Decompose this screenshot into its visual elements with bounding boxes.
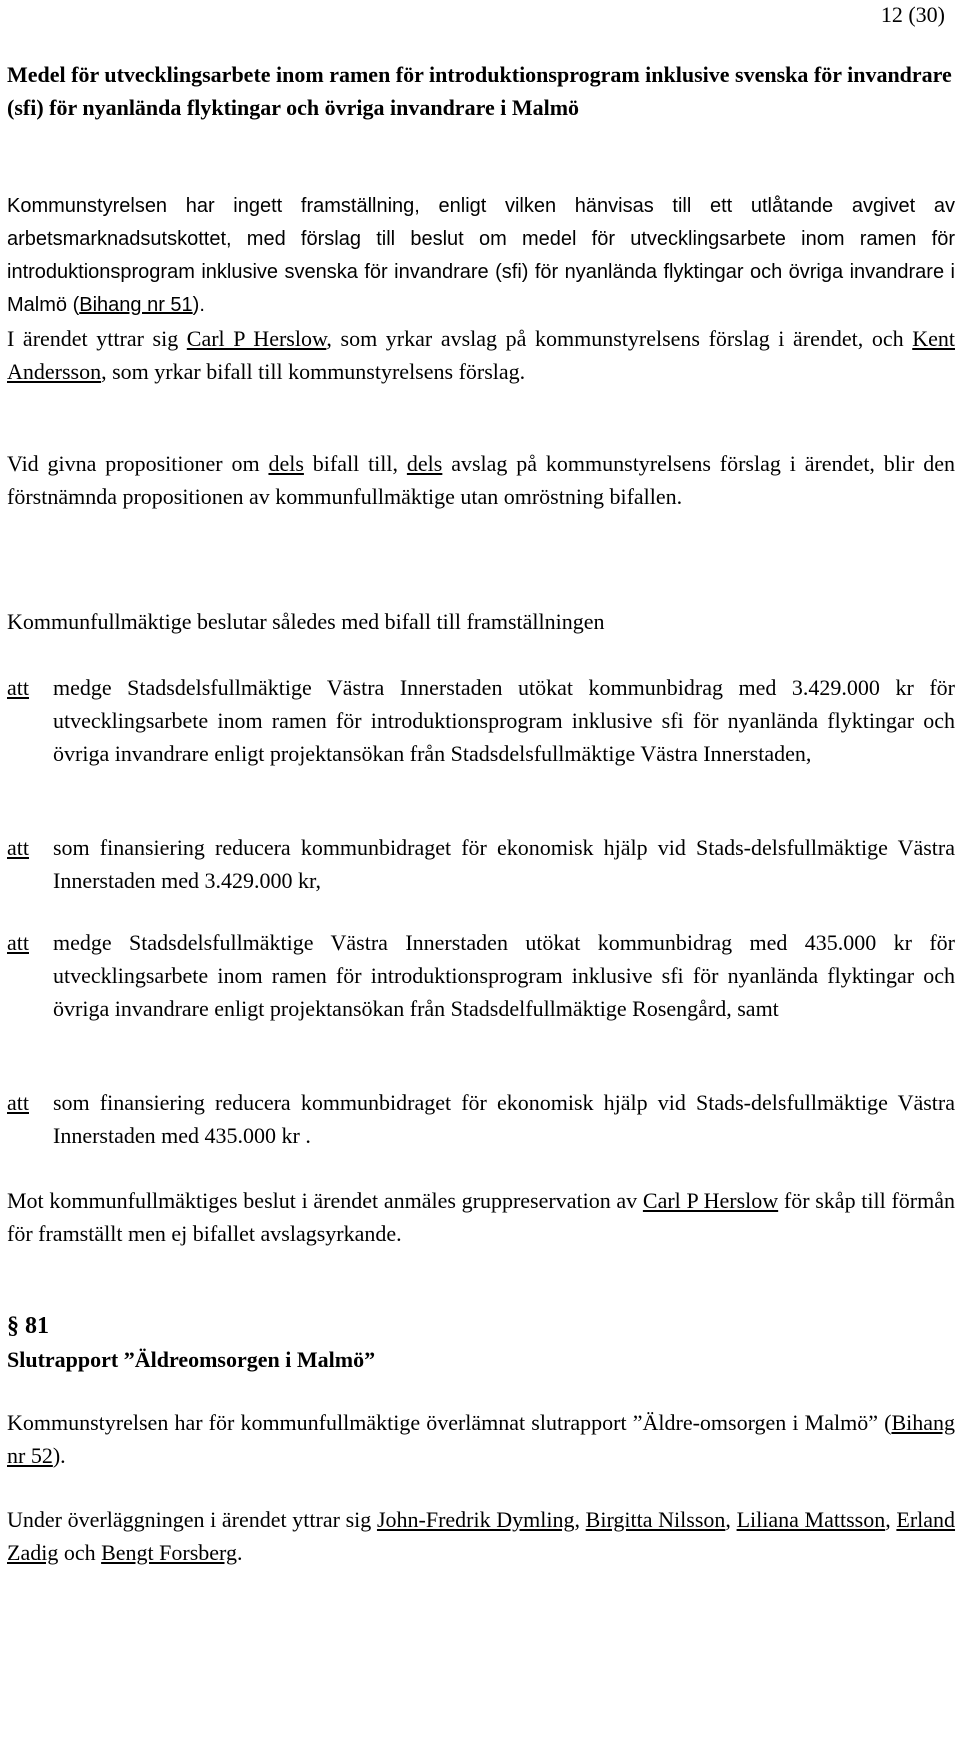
- att-label: att: [7, 835, 29, 860]
- att-clause: [7, 671, 955, 770]
- vote-text-1: Vid givna propositioner om: [7, 451, 269, 476]
- speaker-link[interactable]: John-Fredrik Dymling: [376, 1507, 575, 1532]
- debate-text-2: , som yrkar avslag på kommunstyrelsens förslag i ärendet, och: [326, 326, 913, 351]
- vote-text-3: avslag på kommunstyrelsens förslag i ärendet, blir den förstnämnda propositionen av kommunfullmäktige utan omröstning bifallen.: [7, 451, 955, 509]
- section-81-debate-text: Under överläggningen i ärendet yttrar sig: [7, 1507, 377, 1532]
- att-clause: [7, 926, 955, 1025]
- separator: ,: [885, 1507, 897, 1532]
- speaker-link[interactable]: Kent Andersson: [7, 326, 955, 384]
- vote-paragraph: [7, 447, 955, 513]
- att-clause: [7, 831, 955, 897]
- att-label: att: [7, 930, 29, 955]
- debate-paragraph: [7, 322, 955, 388]
- section-number: § 81: [7, 1313, 49, 1339]
- separator: .: [236, 1540, 243, 1565]
- speaker-link[interactable]: Liliana Mattsson: [736, 1507, 886, 1532]
- att-clause-text: medge Stadsdelsfullmäktige Västra Innerstaden utökat kommunbidrag med 435.000 kr för utvecklingsarbete inom ramen för introduktionsprogram inklusive sfi för nyanlända flyktingar och övriga invandrare enligt projektansökan från Stadsdelfullmäktige Rosengård, samt: [53, 930, 955, 1021]
- att-label: att: [7, 675, 29, 700]
- att-label: att: [7, 1090, 29, 1115]
- intro-paragraph: [7, 190, 955, 322]
- section-81-paragraph: [7, 1406, 955, 1472]
- debate-text-3: , som yrkar bifall till kommunstyrelsens förslag.: [101, 359, 526, 384]
- section-81: [7, 1310, 955, 1376]
- bihang-reference-link[interactable]: Bihang nr 52: [7, 1410, 955, 1468]
- section-81-debate: [7, 1503, 955, 1569]
- page-number: 12 (30): [880, 2, 945, 27]
- intro-text: Kommunstyrelsen har ingett framställning, enligt vilken hänvisas till ett utlåtande avgivet av arbetsmarknadsutskottet, med förslag till beslut om medel för utvecklingsarbete inom ramen för introduktionsprogram inklusive svenska för invandrare (sfi) för nyanlända flyktingar och övriga invandrare i Malmö (: [7, 195, 955, 316]
- section-81-text-end: ).: [52, 1443, 66, 1468]
- reservation-text-1: Mot kommunfullmäktiges beslut i ärendet anmäles gruppreservation av: [7, 1188, 643, 1213]
- separator: och: [58, 1540, 102, 1565]
- separator: ,: [574, 1507, 586, 1532]
- dels-emphasis: dels: [268, 451, 304, 476]
- item-title: [7, 58, 955, 124]
- speaker-link[interactable]: Bengt Forsberg: [101, 1540, 237, 1565]
- separator: ,: [725, 1507, 737, 1532]
- bihang-reference-link[interactable]: Bihang nr 51: [79, 294, 193, 316]
- item-title-text: Medel för utvecklingsarbete inom ramen för introduktionsprogram inklusive svenska för invandrare (sfi) för nyanlända flyktingar och övriga invandrare i Malmö: [7, 62, 952, 120]
- dels-emphasis: dels: [406, 451, 443, 476]
- reservation-paragraph: [7, 1184, 955, 1250]
- debate-text-1: I ärendet yttrar sig: [7, 326, 187, 351]
- intro-end: ).: [192, 294, 205, 316]
- speaker-link[interactable]: Birgitta Nilsson: [585, 1507, 726, 1532]
- speaker-link[interactable]: Carl P Herslow: [186, 326, 327, 351]
- att-clause-text: som finansiering reducera kommunbidraget för ekonomisk hjälp vid Stads-delsfullmäktige Västra Innerstaden med 3.429.000 kr,: [53, 835, 955, 893]
- att-clause: [7, 1086, 955, 1152]
- section-81-text: Kommunstyrelsen har för kommunfullmäktige överlämnat slutrapport ”Äldre-omsorgen i Malmö” (: [7, 1410, 892, 1435]
- section-title: Slutrapport ”Äldreomsorgen i Malmö”: [7, 1347, 376, 1372]
- vote-text-2: bifall till,: [303, 451, 407, 476]
- speaker-link[interactable]: Erland Zadig: [7, 1507, 956, 1565]
- att-clause-text: medge Stadsdelsfullmäktige Västra Innerstaden utökat kommunbidrag med 3.429.000 kr för utvecklingsarbete inom ramen för introduktionsprogram inklusive sfi för nyanlända flyktingar och övriga invandrare enligt projektansökan från Stadsdelsfullmäktige Västra Innerstaden,: [53, 675, 955, 766]
- reservation-name-link[interactable]: Carl P Herslow: [642, 1188, 779, 1213]
- decision-intro: Kommunfullmäktige beslutar således med bifall till framställningen: [7, 609, 605, 634]
- reservation-text-2: för skåp till förmån för framställt men ej bifallet avslagsyrkande.: [7, 1188, 955, 1246]
- att-clause-text: som finansiering reducera kommunbidraget för ekonomisk hjälp vid Stads-delsfullmäktige Västra Innerstaden med 435.000 kr .: [53, 1090, 955, 1148]
